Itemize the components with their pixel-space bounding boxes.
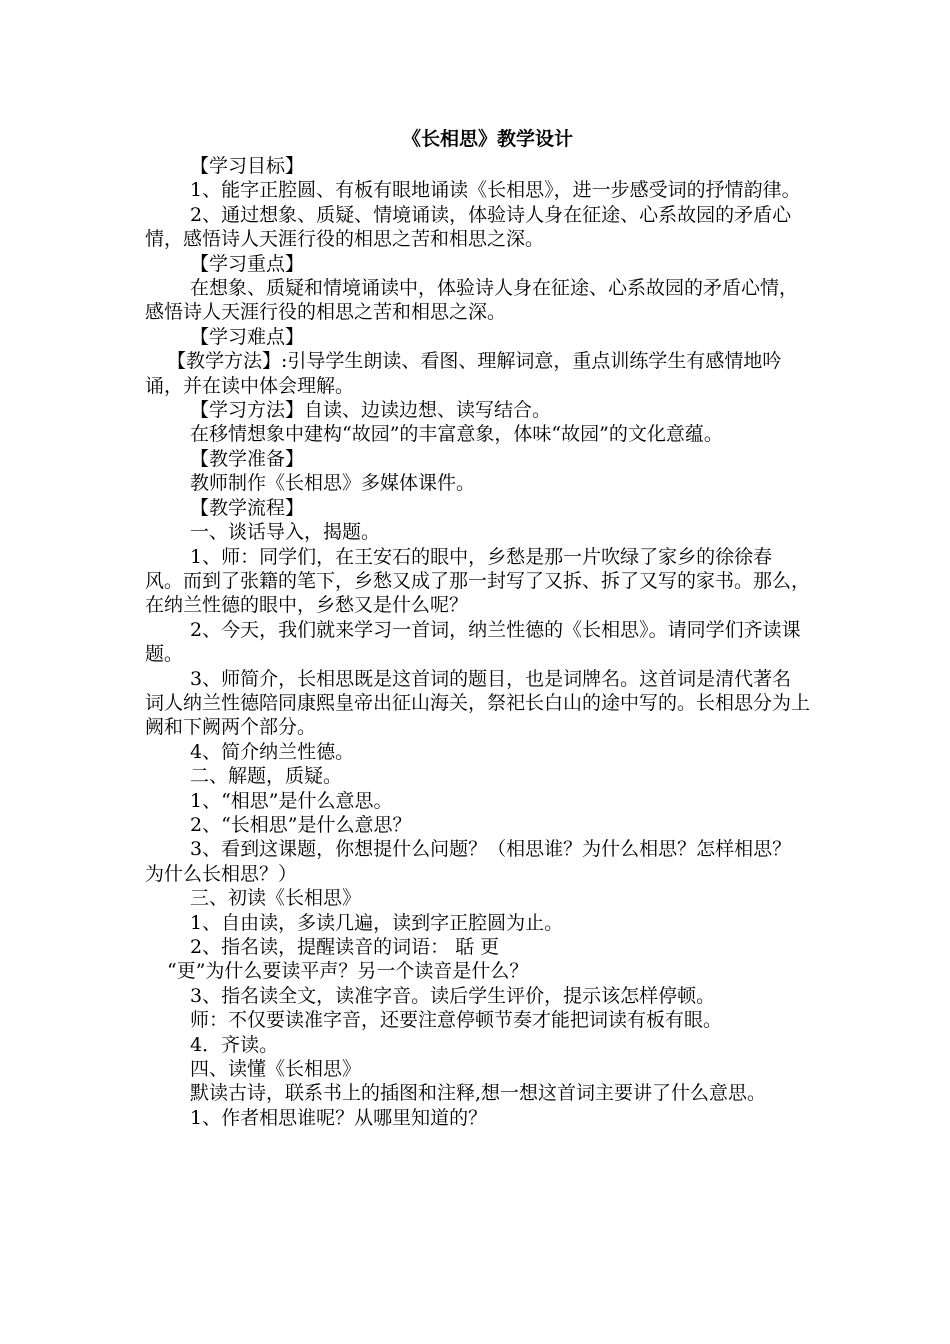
paragraph: 2、“长相思”是什么意思？	[190, 813, 412, 836]
section-heading: 一、谈话导入，揭题。	[190, 521, 381, 544]
paragraph: 1、自由读，多读几遍，读到字正腔圆为止。	[190, 911, 564, 934]
heading-learning-focus: 【学习重点】	[190, 252, 305, 275]
paragraph: 4、简介纳兰性德。	[190, 740, 355, 763]
paragraph: 1、“相思”是什么意思。	[190, 789, 393, 812]
heading-teaching-flow: 【教学流程】	[190, 496, 305, 519]
section-heading: 三、初读《长相思》	[190, 887, 362, 910]
paragraph: 默读古诗，联系书上的插图和注释,想一想这首词主要讲了什么意思。	[190, 1082, 767, 1105]
paragraph: 4．齐读。	[190, 1033, 279, 1056]
section-heading: 四、读懂《长相思》	[190, 1058, 362, 1081]
paragraph-teaching-method: 【教学方法】:引导学生朗读、看图、理解词意，重点训练学生有感情地吟诵，并在读中体会理解。	[145, 350, 782, 397]
heading-teaching-prep: 【教学准备】	[190, 447, 305, 470]
paragraph: 2、今天，我们就来学习一首词，纳兰性德的《长相思》。请同学们齐读课题。	[145, 618, 801, 666]
paragraph: 师：不仅要读准字音，还要注意停顿节奏才能把词读有板有眼。	[190, 1009, 723, 1032]
paragraph: 2、通过想象、质疑、情境诵读，体验诗人身在征途、心系故园的矛盾心情，感悟诗人天涯行役的相思之苦和相思之深。	[145, 203, 792, 251]
paragraph: 在想象、质疑和情境诵读中，体验诗人身在征途、心系故园的矛盾心情，感悟诗人天涯行役的相思之苦和相思之深。	[145, 277, 799, 324]
paragraph: 1、能字正腔圆、有板有眼地诵读《长相思》，进一步感受词的抒情韵律。	[190, 179, 801, 202]
paragraph-learning-method: 【学习方法】自读、边读边想、读写结合。	[190, 399, 552, 422]
paragraph: 3、师简介，长相思既是这首词的题目，也是词牌名。这首词是清代著名词人纳兰性德陪同康熙皇帝出征山海关，祭祀长白山的途中写的。长相思分为上阙和下阙两个部分。	[145, 667, 811, 739]
paragraph: 1、作者相思谁呢？从哪里知道的？	[190, 1106, 488, 1129]
heading-learning-difficulty: 【学习难点】	[190, 325, 305, 348]
paragraph: “更”为什么要读平声？另一个读音是什么？	[167, 960, 529, 983]
paragraph: 3、指名读全文，读准字音。读后学生评价，提示该怎样停顿。	[190, 984, 716, 1007]
paragraph: 2、指名读，提醒读音的词语： 聒 更	[190, 936, 500, 958]
heading-learning-goals: 【学习目标】	[190, 155, 305, 177]
document-body	[145, 124, 810, 1130]
document-title: 《长相思》教学设计	[401, 128, 573, 150]
paragraph: 教师制作《长相思》多媒体课件。	[190, 472, 476, 495]
paragraph: 在移情想象中建构“故园”的丰富意象，体味“故园”的文化意蕴。	[190, 423, 723, 446]
section-heading: 二、解题，质疑。	[190, 765, 343, 788]
paragraph: 1、师：同学们，在王安石的眼中，乡愁是那一片吹绿了家乡的徐徐春风。而到了张籍的笔下，乡愁又成了那一封写了又拆、拆了又写的家书。那么，在纳兰性德的眼中，乡愁又是什么呢？	[145, 545, 811, 617]
paragraph: 3、看到这课题，你想提什么问题？（相思谁？为什么相思？怎样相思？为什么长相思？）	[145, 838, 792, 885]
